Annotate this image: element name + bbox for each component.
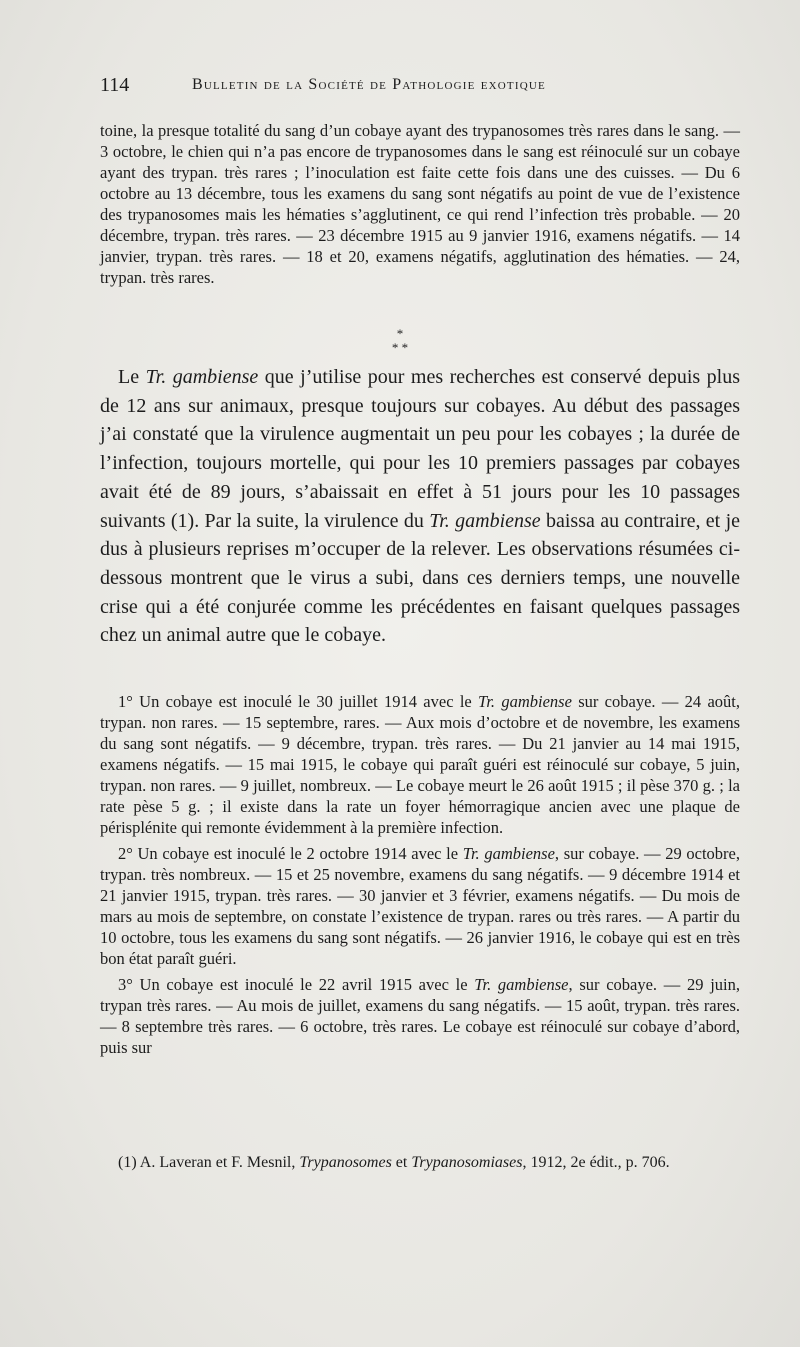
observation-1-rest: sur cobaye. — 24 août, trypan. non rares. — 15 septembre, rares. — Aux mois d’octobre et de novembre, les examens du sang sont négatifs. — 9 décembre, trypan. très rares. — Du 21 janvier au 14 mai 1915, examens négatifs. — 15 mai 1915, le cobaye qui paraît guéri est réinoculé sur cobaye, 5 juin, trypan. non rares. — 9 juillet, nombreux. — Le cobaye meurt le 26 août 1915 ; il pèse 370 g. ; la rate pèse 5 g. ; il existe dans la rate un foyer hémorragique ancien avec une plaque de périsplénite qui remonte évidemment à la première infection. xyxy=(100,692,740,837)
top-paragraph-block xyxy=(100,120,740,288)
asterism-bottom: * * xyxy=(391,340,409,355)
asterism-top: * xyxy=(396,326,404,341)
main-italic-2: Tr. gambiense xyxy=(429,509,541,532)
observation-1 xyxy=(100,691,740,838)
observations-block xyxy=(100,691,740,1058)
observation-2-lead: 2° Un cobaye est inoculé le 2 octobre 1914 avec le xyxy=(118,844,463,863)
observation-2 xyxy=(100,843,740,969)
footnote xyxy=(100,1152,740,1173)
running-title: Bulletin de la Société de Pathologie exotique xyxy=(192,76,546,93)
main-italic-1: Tr. gambiense xyxy=(145,366,259,388)
observation-1-italic: Tr. gambiense xyxy=(478,692,572,711)
footnote-text xyxy=(100,1152,740,1173)
page-number: 114 xyxy=(100,74,130,96)
main-text-2: que j’utilise pour mes recherches est conservé depuis plus de 12 ans sur animaux, presque toujours sur cobayes. Au début des passages j’ai constaté que la virulence augmentait un peu pour les cobayes ; la durée de l’infection, toujours mortelle, qui pour les 10 premiers passages par cobayes avait été de 89 jours, s’abaissait en effet à 51 jours pour les 10 passages suivants (1). Par la suite, la virulence du xyxy=(100,366,741,532)
asterism-separator xyxy=(380,327,420,355)
footnote-lead: (1) A. Laveran et F. Mesnil, xyxy=(118,1154,300,1171)
observation-3-rest: , sur cobaye. — 29 juin, trypan très rares. — Au mois de juillet, examens du sang négatifs. — 15 août, trypan. très rares. — 8 septembre très rares. — 6 octobre, très rares. Le cobaye est réinoculé sur cobaye d’abord, puis sur xyxy=(100,975,740,1057)
observation-2-italic: Tr. gambiense xyxy=(462,844,555,863)
main-text-1: Le xyxy=(118,366,146,388)
observation-3 xyxy=(100,974,740,1058)
main-paragraph-block xyxy=(100,363,740,650)
page-header xyxy=(100,74,740,102)
main-paragraph xyxy=(100,363,740,650)
observation-1-lead: 1° Un cobaye est inoculé le 30 juillet 1914 avec le xyxy=(118,692,479,711)
observation-3-italic: Tr. gambiense xyxy=(474,975,569,994)
main-text-3: baissa au contraire, et je dus à plusieurs reprises m’occuper de la relever. Les observations résumées ci-dessous montrent que le virus a subi, dans ces derniers temps, une nouvelle crise qui a été conjurée comme les précédentes en faisant quelques passages chez un animal autre que le cobaye. xyxy=(100,509,740,647)
footnote-italic-1: Trypanosomes xyxy=(299,1154,392,1171)
footnote-italic-2: Trypanosomiases xyxy=(411,1154,523,1171)
footnote-mid: et xyxy=(391,1154,412,1171)
footnote-rest: , 1912, 2e édit., p. 706. xyxy=(522,1154,670,1171)
observation-2-rest: , sur cobaye. — 29 octobre, trypan. très nombreux. — 15 et 25 novembre, examens du sang négatifs. — 9 décembre 1914 et 21 janvier 1915, trypan. très rares. — 30 janvier et 3 février, examens négatifs. — Du mois de mars au mois de septembre, on constate l’existence de trypan. rares ou très rares. — A partir du 10 octobre, tous les examens du sang sont négatifs. — 26 janvier 1916, le cobaye qui est en très bon état paraît guéri. xyxy=(100,844,740,968)
top-paragraph: toine, la presque totalité du sang d’un cobaye ayant des trypanosomes très rares dans le sang. — 3 octobre, le chien qui n’a pas encore de trypanosomes dans le sang est réinoculé sur un cobaye ayant des trypan. très rares ; l’inoculation est faite cette fois dans une des cuisses. — Du 6 octobre au 13 décembre, tous les examens du sang sont négatifs au point de vue de l’existence des trypanosomes mais les hématies s’agglutinent, ce qui rend l’infection très probable. — 20 décembre, trypan. très rares. — 23 décembre 1915 au 9 janvier 1916, examens négatifs. — 14 janvier, trypan. très rares. — 18 et 20, examens négatifs, agglutination des hématies. — 24, trypan. très rares. xyxy=(100,121,740,287)
observation-3-lead: 3° Un cobaye est inoculé le 22 avril 1915 avec le xyxy=(118,975,475,994)
